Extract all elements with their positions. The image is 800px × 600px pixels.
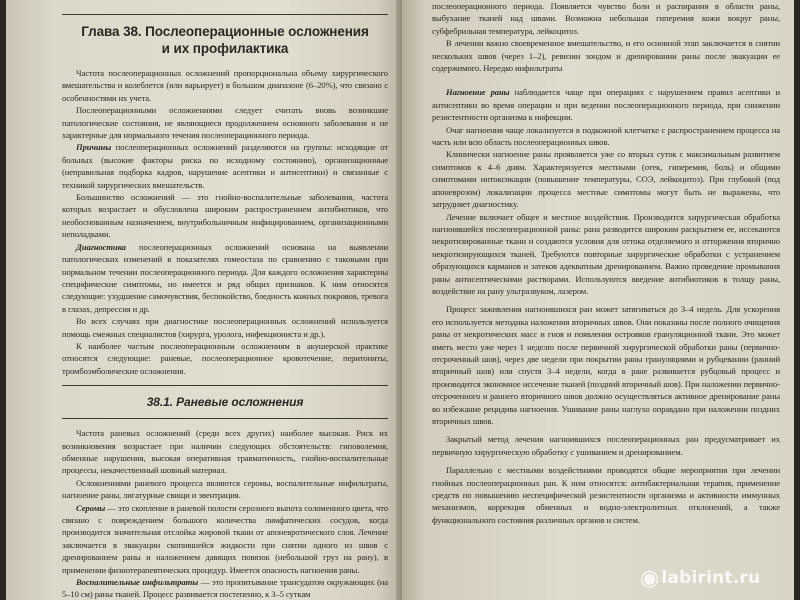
paragraph-healing: Процесс заживления нагноившихся ран может затягиваться до 3–4 недель. Для ускорения его используется методика наложения вторичных швов. Они показаны после полного очищения раны от некротических масс и гноя и появления островков грануляционной ткани. Это может иметь место уже через 1 неделю после первичной хирургической обработки раны (первично-отсроченный шов), через две недели при покрытии раны грануляциями и рубцевании (ранний вторичный шов) или спустя 3–4 недели, когда в ране развивается рубцовый процесс и производится экономное иссечение тканей (поздний вторичный шов). При наложении первично-отсроченного и раннего вторичного швов должно осуществляться активное дренирование раны во избежание рецидива нагноения. Ушивание раны наглухо оправдано при наложении поздних вторичных швов. [432, 304, 780, 426]
term-causes: Причины [76, 142, 112, 153]
spacer [432, 74, 780, 86]
paragraph-focus: Очаг нагноения чаще локализуется в подкожной клетчатке с распространением процесса на часть или всю область послеоперационных швов. [432, 124, 780, 148]
left-page-text [62, 14, 388, 600]
paragraph-suppuration [432, 86, 780, 123]
paragraph-majority: Большинство осложнений — это гнойно-воспалительные заболевания, частота которых возрастает и обусловлена широким распространением антибиотиков, что необоснованным назначением, внутрибольничным инфицированием, организационными неполадками. [62, 192, 388, 240]
paragraph-continuation: послеоперационного периода. Появляется чувство боли и распирания в области раны, выбухание тканей над швами. Возможна небольшая гиперемия кожи вокруг раны, субфебрильная температура, лейкоцитоз. [432, 1, 780, 36]
section-bottom-rule [62, 418, 388, 419]
term-seroma: Серомы [76, 502, 106, 513]
paragraph-clinic: Клинически нагноение раны проявляется уже со вторых суток с максимальным развитием симптомов к 4–6 дням. Характеризуется местными (отек, гиперемия, боль) и общими симптомами интоксикации (повышение температуры, СОЭ, лейкоцитоз). При глубокой (под апоневрозом) локализации процесса местные симптомы могут быть не выражены, что затрудняет диагностику. [432, 149, 780, 210]
paragraph-closed-method: Закрытый метод лечения нагноившихся послеоперационных ран предусматривает их первичную хирургическую обработку с ушиванием и дренированием. [432, 434, 780, 457]
chapter-title-line2: и их профилактика [161, 41, 289, 56]
paragraph-parallel: Параллельно с местными воздействиями проводятся общие мероприятия при лечении гнойных послеоперационных ран. К ним относятся: антибактериальная терапия, применение средств по повышению неспецифической резистентности организма и активности иммунных механизмов, коррекция обменных и водно-электролитных отклонений, а также функционального состояния различных органов и систем. [432, 465, 780, 525]
paragraph-diagnostics [62, 241, 388, 315]
term-suppuration: Нагноение раны [446, 87, 510, 98]
paragraph-specialists: Во всех случаях при диагностике послеоперационных осложнений используется помощь смежных специалистов (хирурга, уролога, инфекциониста и др.). [62, 316, 388, 339]
section-top-rule [62, 385, 388, 386]
chapter-top-rule [62, 14, 388, 15]
paragraph-frequent: К наиболее частым послеоперационным осложнениям в акушерской практике относятся следующие: раневые, послеоперационное кровотечение, перитониты, тромбоэмболические осложнения. [62, 340, 388, 376]
infiltrate-text: — это пропитывание трансудатом окружающих (на 5–10 см) раны тканей. Процесс развивается постепенно, к 3–5 суткам [62, 577, 388, 600]
paragraph-wound-frequency: Частота раневых осложнений (среди всех других) наиболее высокая. Риск их возникновения возрастает при наличии следующих обстоятельств: гиповолемия, обменные нарушения, высокая оперативная травматичность, гнойно-воспалительные процессы, некачественный шовный материал. [62, 428, 388, 476]
chapter-title-line1: Глава 38. Послеоперационные осложнения [81, 24, 369, 39]
chapter-title [62, 23, 388, 57]
paragraph-treatment: Лечение включает общее и местное воздействия. Производится хирургическая обработка нагноившейся послеоперационной раны: рана разводится широким раскрытием ее, иссекаются некротизированные ткани и создаются условия для оттока отделяемого и отторжения вторично некротизирующихся тканей. Требуются повторные хирургические обработки с устранением образующихся карманов и затеков адекватным дренированием. Важно проведение промывания раны антисептическими растворами. Используются введение антибиотиков в толщу раны, воздействие на рану ультразвуком, лазером. [432, 211, 780, 296]
seroma-text: — это скопление в раневой полости серозного выпота соломенного цвета, что связано с повреждением большого количества лимфатических сосудов, когда производится значительная отслойка жировой ткани от апоневротического слоя. Лечение заключается в эвакуации скопившейся жидкости при снятии одного из швов с дренированием раны и наложением давящих повязок (небольшой груз на рану), в применении физиотерапевтических процедур. Имеется опасность нагноения раны. [62, 502, 388, 575]
term-infiltrate: Воспалительные инфильтраты [76, 577, 199, 588]
paragraph-infiltrate [62, 576, 388, 600]
diagnostics-text: послеоперационных осложнений основана на выявлении патологических изменений в показателях гомеостаза по сравнению с таковыми при нормальном течении послеоперационного периода. Для каждого осложнения характерны специфические симптомы, но имеется и ряд общих признаков. К ним относятся следующие: ухудшение самочувствия, беспокойство, бледность кожных покровов, тревога в глазах, депрессия и др. [62, 241, 388, 314]
watermark [640, 566, 760, 591]
left-page [6, 0, 400, 600]
paragraph-infiltrate-treatment: В лечении важно своевременное вмешательство, и его основной этап заключается в снятии нескольких швов (через 1–2), ревизии зондом и дренировании раны после эвакуации ее содержимого. Нередко инфильтраты [432, 38, 780, 74]
right-page [402, 0, 794, 600]
watermark-text: labirint.ru [661, 568, 761, 588]
section-title: 38.1. Раневые осложнения [146, 395, 304, 410]
paragraph-wound-list: Осложнениями раневого процесса являются серомы, воспалительные инфильтраты, нагноение раны, лигатурные свищи и эвентрация. [62, 477, 388, 501]
suppuration-text: наблюдается чаще при операциях с нарушением правил асептики и антисептики во время операции и при ведении послеоперационного периода, при снижении резистентности организма к инфекции. [432, 87, 780, 123]
term-diagnostics: Диагностика [76, 241, 126, 252]
paragraph-seroma [62, 502, 388, 576]
paragraph-frequency: Частота послеоперационных осложнений пропорциональна объему хирургического вмешательства и колеблется (или варьирует) в большом диапазоне (6–20%), что связано с особенностями их учета. [62, 68, 388, 103]
paragraph-causes [62, 141, 388, 191]
causes-text: послеоперационных осложнений разделяются на группы: исходящие от больных (высокие факторы риска по исходному состоянию), организационные (неправильная подборка кадров, нарушение асептики и антисептики) и связанные с техникой хирургических вмешательств. [62, 142, 388, 190]
right-page-text [432, 0, 780, 526]
paragraph-definition: Послеоперационными осложнениями следует считать вновь возникшие патологические состояния, не являющиеся продолжением основного заболевания и не характерные для нормального течения послеоперационного периода. [62, 105, 388, 141]
labirint-logo-icon: ◉ [640, 566, 660, 591]
